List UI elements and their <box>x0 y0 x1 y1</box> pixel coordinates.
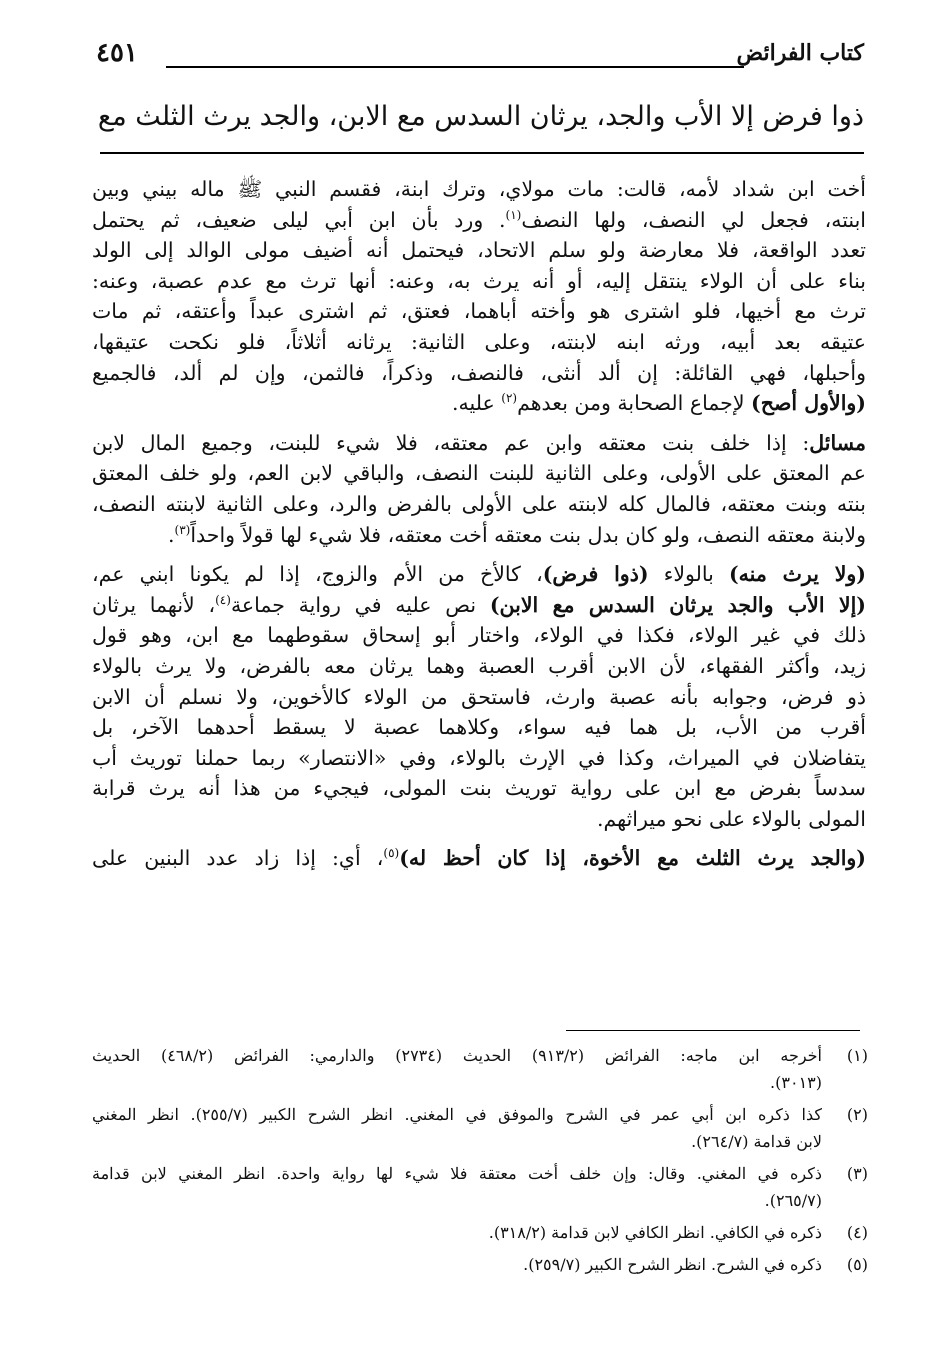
header-rule <box>166 66 744 68</box>
paragraph-2 <box>92 428 866 550</box>
matn-text: ذوا فرض إلا الأب والجد، يرثان السدس مع الابن، والجد يرث الثلث مع <box>97 101 864 132</box>
line: تعدد الواقعة، فلا معارضة ولو سلم الاتحاد، فيحتمل أنه أضيف مولى الوالد إلى الولد <box>92 238 866 263</box>
line <box>92 843 866 874</box>
footnote-number: (١) <box>846 1046 868 1065</box>
line <box>92 590 866 621</box>
line <box>92 388 866 419</box>
line: كذا ذكره ابن أبي عمر في الشرح والموفق في المغني. انظر الشرح الكبير (٢٥٥/٧). انظر المغني <box>92 1105 822 1124</box>
footnote-text <box>92 1160 822 1214</box>
text: بالولاء <box>648 562 729 587</box>
line: أقرب من الأب، بل هما فيه سواء، وكلاهما عصبة لا يسقط أحدهما الآخر، بل <box>92 715 866 740</box>
line: بناء على أن الولاء ينتقل إليه، أو أنه يرث به، وعنه: أنها ترث مع عدم عصبة، وعنه: <box>92 268 866 293</box>
text: . <box>167 522 175 547</box>
line: ذكره في الشرح. انظر الشرح الكبير (٢٥٩/٧). <box>523 1255 822 1274</box>
footnote-number: (٥) <box>846 1255 868 1274</box>
line: أخرجه ابن ماجه: الفرائض (٩١٣/٢) الحديث (٢٧٣٤) والدارمي: الفرائض (٤٦٨/٢) الحديث <box>92 1046 822 1065</box>
footnote-text <box>92 1101 822 1155</box>
footnotes <box>92 1042 868 1283</box>
text: لإجماع الصحابة ومن بعدهم <box>517 391 752 416</box>
page-number: ٤٥١ <box>96 38 138 68</box>
text: ولابنة معتقه النصف، ولو كان بدل بنت معتقه أخت معتقه، فلا شيء لها قولاً واحداً <box>190 522 866 547</box>
line: ذكره في الكافي. انظر الكافي لابن قدامة (٣١٨/٢). <box>488 1223 822 1242</box>
line: المولى بالولاء على نحو ميراثهم. <box>596 806 866 831</box>
line: (٣٠١٣). <box>770 1073 822 1092</box>
line: عم المعتق على الأولى، وعلى الثانية للبنت النصف، والباقي لابن العم، ولو خلف المعتق <box>92 461 866 486</box>
text: ابنته، فجعل لي النصف، ولها النصف <box>521 207 866 232</box>
bold-lead: مسائل <box>809 430 866 455</box>
line: عتيقه بعد أبيه، ورثه ابنه لابنته، وعلى الثانية: يرثانه أثلاثاً، فلو نكحت عتيقها، <box>92 329 866 354</box>
bold-matn: (ولا يرث منه) <box>728 562 866 587</box>
footnote-4 <box>92 1219 868 1246</box>
bold-matn: (والجد يرث الثلث مع الأخوة، إذا كان أحظ له) <box>399 846 866 871</box>
line: أخت ابن شداد لأمه، قالت: مات مولاي، وترك ابنة، فقسم النبي ﷺ ماله بيني وبين <box>92 177 866 201</box>
footnote-ref[interactable]: (٣) <box>174 522 191 537</box>
footnote-2 <box>92 1101 868 1155</box>
footnote-ref[interactable]: (٢) <box>501 391 518 406</box>
footnote-3 <box>92 1160 868 1214</box>
line <box>92 205 866 236</box>
footnote-text <box>92 1219 822 1246</box>
page-header <box>96 38 864 78</box>
footnote-ref[interactable]: (٤) <box>215 592 231 607</box>
line: وأحبلها، فهي القائلة: إن ألد أنثى، فالنصف، وذكراً، فالثمن، وإن لم ألد، فالجميع <box>92 360 866 385</box>
line: (٢٦٥/٧). <box>764 1191 822 1210</box>
footnote-1 <box>92 1042 868 1096</box>
line <box>92 428 866 459</box>
text: : إذا خلف بنت معتقه وابن عم معتقه، فلا شيء للبنت، وجميع المال لابن <box>92 430 810 455</box>
line: لابن قدامة (٢٦٤/٧). <box>691 1132 822 1151</box>
line: ذلك في غير الولاء، فكذا في الولاء، واختار أبو إسحاق سقوطهما مع ابن، وهو قول <box>92 623 866 648</box>
line: زيد، وأكثر الفقهاء، لأن الابن أقرب العصبة وهما يرثان معه بالفرض، ولا يرث بالولاء <box>92 653 866 678</box>
footnote-divider <box>566 1030 860 1031</box>
text: ، لأنهما يرثان <box>92 592 216 617</box>
line <box>92 559 866 590</box>
line: سدساً بفرض مع ابن على رواية توريث بنت المولى، فيجيء من هذا أنه يرث قرابة <box>92 776 866 801</box>
footnote-number: (٣) <box>846 1164 868 1183</box>
bold-matn: (ذوا فرض) <box>542 562 649 587</box>
matn-divider <box>100 152 864 154</box>
line: يتفاضلان في الميراث، وكذا في الإرث بالولاء، وفي «الانتصار» ربما حملنا توريث أب <box>92 745 866 770</box>
text: ، كالأخ من الأم والزوج، إذا لم يكونا ابني عم، <box>92 562 543 587</box>
footnote-number: (٢) <box>846 1105 868 1124</box>
bold-matn: (إلا الأب والجد يرثان السدس مع الابن) <box>489 592 866 617</box>
paragraph-4 <box>92 843 866 874</box>
commentary-body <box>92 174 866 874</box>
text: . ورد بأن ابن أبي ليلى ضعيف، ثم يحتمل <box>92 207 506 232</box>
footnote-ref[interactable]: (٥) <box>383 846 400 861</box>
footnote-5 <box>92 1251 868 1278</box>
bold-matn: (والأول أصح) <box>751 391 866 416</box>
line: بنته وبنت معتقه، فالمال كله لابنته على الأولى بالفرض والرد، وعلى الثانية لابنته النصف، <box>92 491 866 516</box>
text: عليه. <box>452 391 502 416</box>
footnote-text <box>92 1251 822 1278</box>
line: ذو فرض، وجوابه بأنه عصبة وارث، فاستحق من الولاء كالأخوين، ولا نسلم أن الابن <box>92 684 866 709</box>
footnote-number: (٤) <box>846 1223 868 1242</box>
line: ترث مع أخيها، فلو اشترى هو وأخته أباهما، فعتق، ثم اشترى عبداً وأعتقه، ثم مات <box>92 299 866 324</box>
text: ، أي: إذا زاد عدد البنين على <box>92 846 384 871</box>
footnote-ref[interactable]: (١) <box>505 207 522 222</box>
running-title: كتاب الفرائض <box>736 40 864 66</box>
line: ذكره في المغني. وقال: وإن خلف أخت معتقة فلا شيء لها رواية واحدة. انظر المغني لابن قدامة <box>92 1164 822 1183</box>
paragraph-3 <box>92 559 866 834</box>
footnote-text <box>92 1042 822 1096</box>
paragraph-1 <box>92 174 866 419</box>
text: نص عليه في رواية جماعة <box>230 592 490 617</box>
line <box>92 520 866 551</box>
